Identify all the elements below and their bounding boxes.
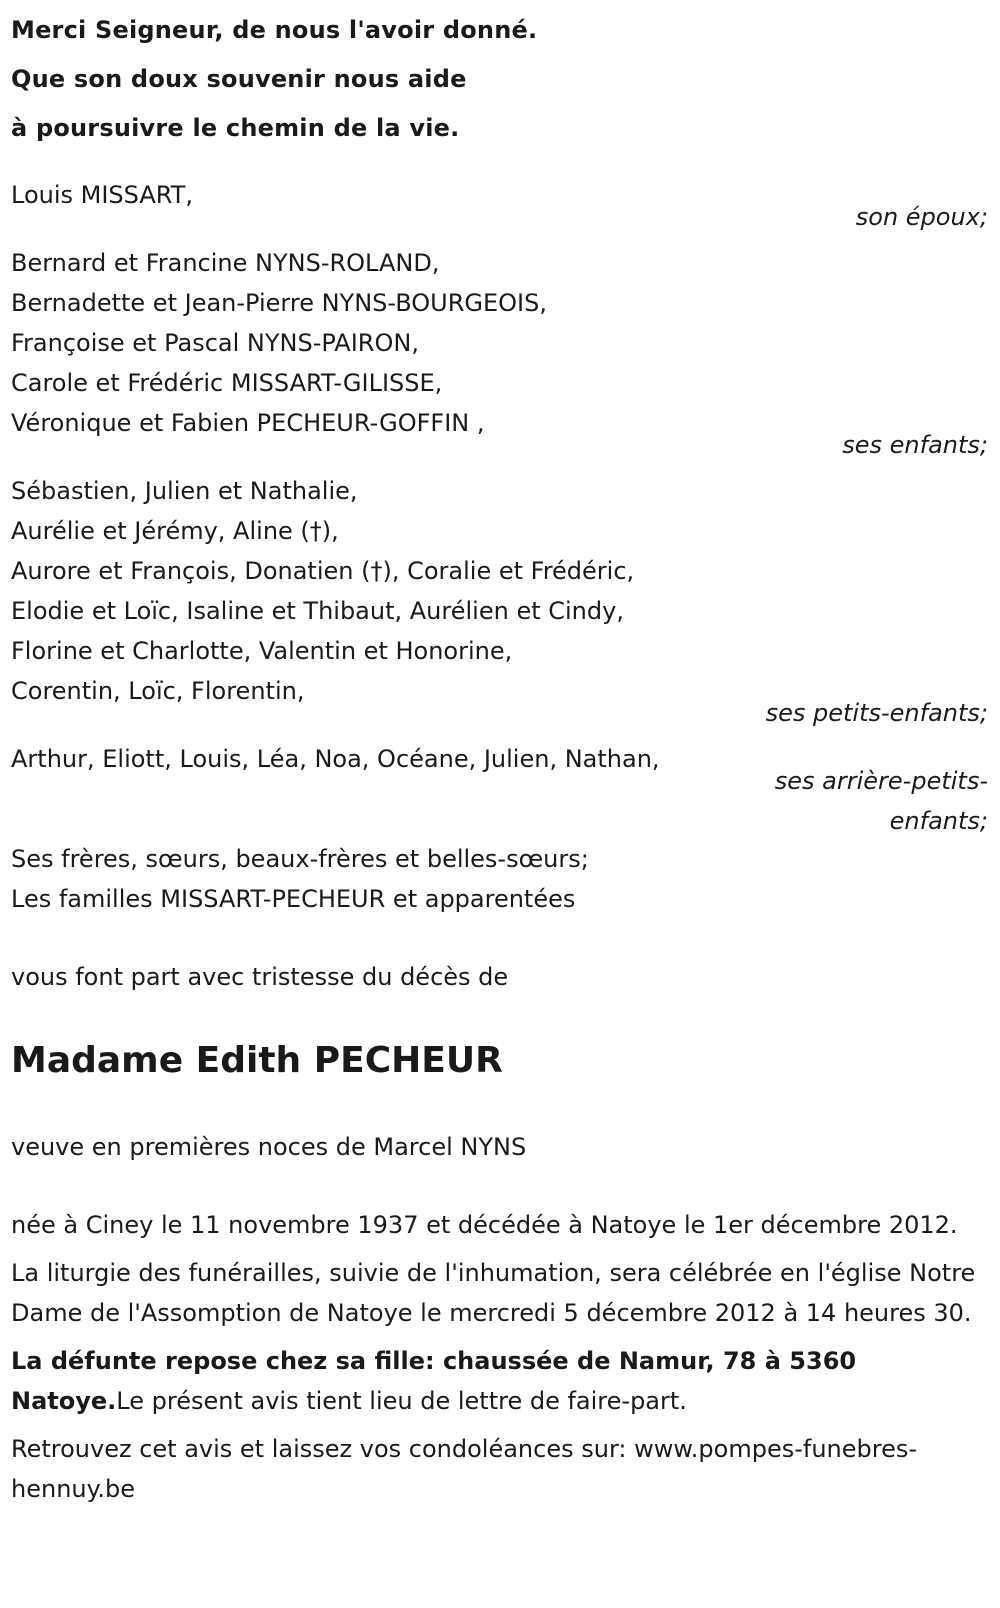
families-line: Les familles MISSART-PECHEUR et apparentées [11, 885, 576, 913]
spouse-role: son époux; [855, 203, 988, 231]
announcement-text: vous font part avec tristesse du décès de [11, 963, 509, 991]
great-grandchildren-role [748, 761, 988, 841]
funeral-text: La liturgie des funérailles, suivie de l'inhumation, sera célébrée en l'église Notre Dame de l'Assomption de Natoye le mercredi 5 décembre 2012 à 14 heures 30. [11, 1259, 976, 1327]
child-name: Bernadette et Jean-Pierre NYNS-BOURGEOIS, [11, 289, 547, 317]
grandchildren-role: ses petits-enfants; [765, 699, 988, 727]
grandchild-name: Sébastien, Julien et Nathalie, [11, 477, 358, 505]
children-role: ses enfants; [842, 431, 988, 459]
condolences-text: Retrouvez cet avis et laissez vos condoléances sur: www.pompes-funebres-hennuy.be [11, 1435, 918, 1503]
widow-of-text: veuve en premières noces de Marcel NYNS [11, 1133, 527, 1161]
grandchild-name: Aurélie et Jérémy, Aline (†), [11, 517, 339, 545]
grandchild-name: Florine et Charlotte, Valentin et Honorine, [11, 637, 513, 665]
repose-text [11, 1341, 988, 1421]
child-name: Carole et Frédéric MISSART-GILISSE, [11, 369, 443, 397]
children-block [11, 243, 988, 465]
deceased-name: Madame Edith PECHEUR [11, 1040, 503, 1081]
spouse-block [11, 175, 988, 237]
grandchild-name: Aurore et François, Donatien (†), Coralie et Frédéric, [11, 557, 635, 585]
prayer-line: à poursuivre le chemin de la vie. [11, 114, 460, 142]
prayer-intro [11, 0, 988, 153]
child-name: Françoise et Pascal NYNS-PAIRON, [11, 329, 419, 357]
grandchild-name: Elodie et Loïc, Isaline et Thibaut, Aurélien et Cindy, [11, 597, 624, 625]
child-name: Véronique et Fabien PECHEUR-GOFFIN , [11, 409, 485, 437]
great-grandchildren-role-line: ses arrière-petits- [774, 767, 988, 795]
repose-address: La défunte repose chez sa fille: chaussée de Namur, 78 à 5360 Natoye. [11, 1347, 857, 1415]
great-grandchildren-role-line: enfants; [889, 807, 988, 835]
grandchildren-block [11, 471, 988, 733]
child-name: Bernard et Francine NYNS-ROLAND, [11, 249, 440, 277]
siblings-line: Ses frères, sœurs, beaux-frères et belles-sœurs; [11, 845, 589, 873]
spouse-name: Louis MISSART, [11, 181, 193, 209]
great-grandchild-name: Arthur, Eliott, Louis, Léa, Noa, Océane, Julien, Nathan, [11, 745, 660, 773]
siblings-block [11, 839, 988, 919]
grandchild-name: Corentin, Loïc, Florentin, [11, 677, 305, 705]
prayer-line: Merci Seigneur, de nous l'avoir donné. [11, 16, 538, 44]
notice-statement: Le présent avis tient lieu de lettre de faire-part. [116, 1387, 687, 1415]
birth-death-text: née à Ciney le 11 novembre 1937 et décédée à Natoye le 1er décembre 2012. [11, 1211, 958, 1239]
great-grandchildren-block [11, 739, 988, 839]
prayer-line: Que son doux souvenir nous aide [11, 65, 467, 93]
